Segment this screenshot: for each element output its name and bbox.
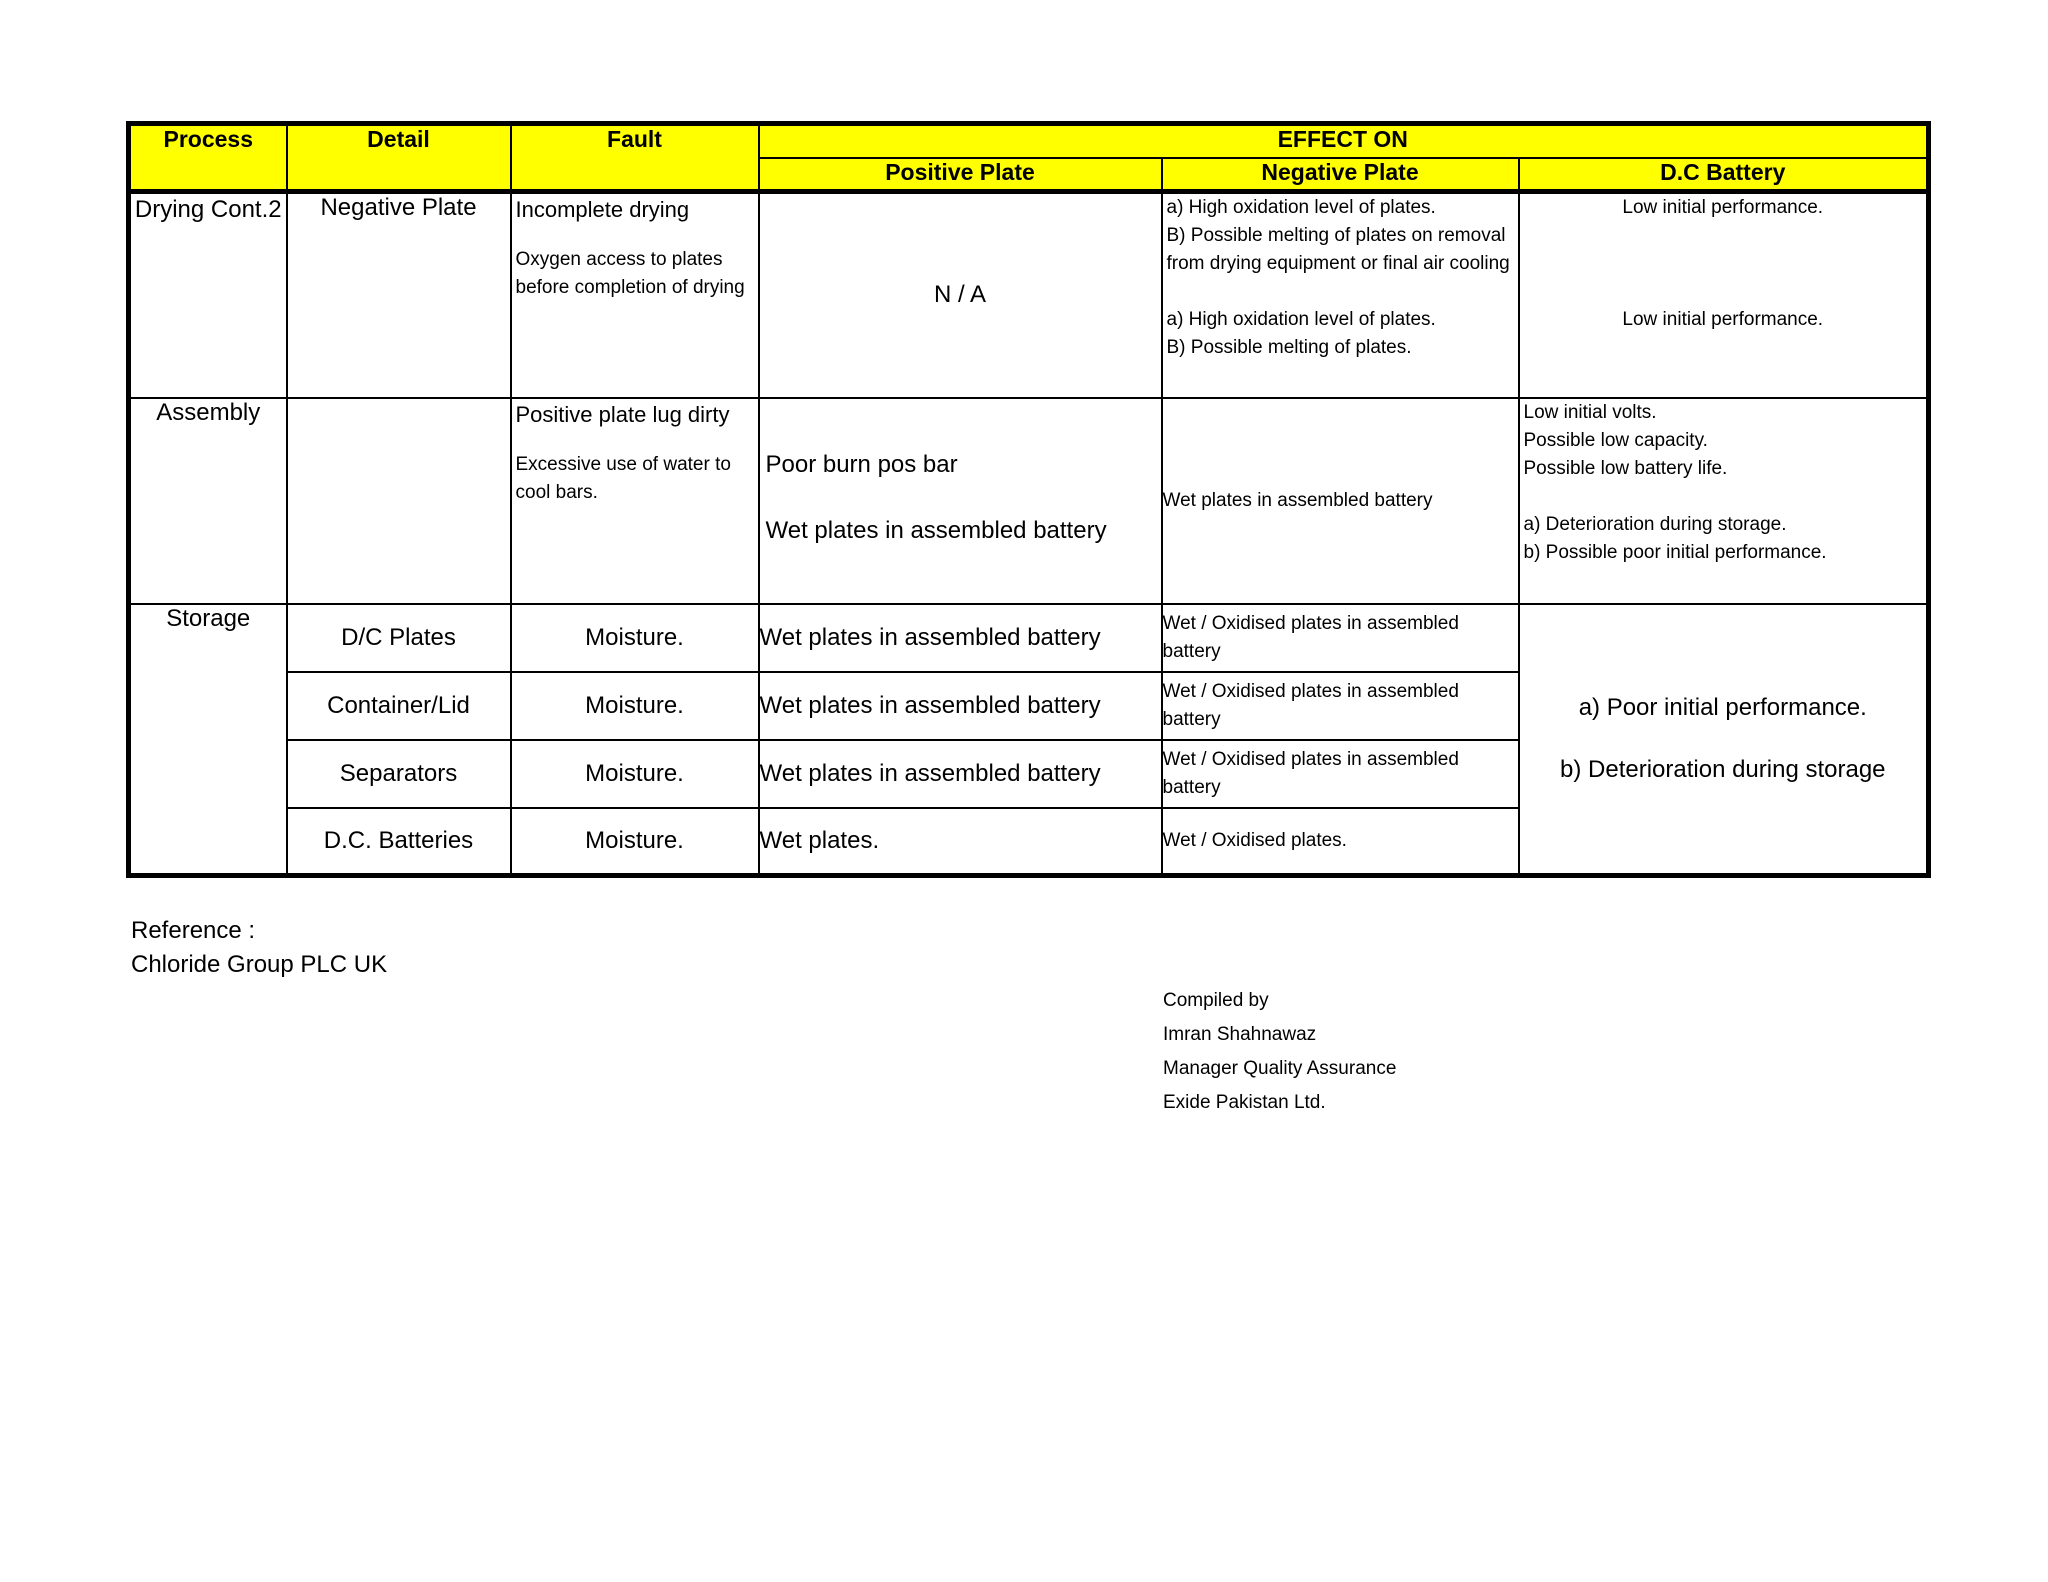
positive-storage-1: Wet plates in assembled battery: [759, 604, 1162, 672]
table-row-assembly: [129, 398, 1929, 604]
compiled-by-block: [1163, 984, 1396, 1120]
battery-assembly-line1: Low initial volts.: [1523, 401, 1657, 423]
negative-drying-line2: B) Possible melting of plates on removal from drying equipment or final air cooling: [1166, 225, 1510, 274]
header-effect-on: EFFECT ON: [759, 124, 1929, 158]
positive-drying: N / A: [759, 192, 1162, 398]
battery-assembly-line2: Possible low capacity.: [1523, 429, 1708, 451]
compiler-company: Exide Pakistan Ltd.: [1163, 1092, 1326, 1113]
fault-storage-4: Moisture.: [511, 808, 759, 876]
battery-assembly-line5: b) Possible poor initial performance.: [1523, 541, 1827, 563]
header-detail: Detail: [287, 124, 511, 192]
negative-drying-line3: a) High oxidation level of plates.: [1166, 309, 1436, 330]
header-fault: Fault: [511, 124, 759, 192]
reference-label: Reference :: [131, 917, 256, 944]
positive-storage-3: Wet plates in assembled battery: [759, 740, 1162, 808]
fault-drying: [511, 192, 759, 398]
fault-effect-table: [126, 121, 1931, 878]
table-row-storage-1: [129, 604, 1929, 672]
battery-assembly-line3: Possible low battery life.: [1523, 457, 1728, 479]
detail-separators: Separators: [287, 740, 511, 808]
battery-storage-line1: a) Poor initial performance.: [1578, 693, 1867, 721]
fault-storage-2: Moisture.: [511, 672, 759, 740]
process-assembly: Assembly: [129, 398, 287, 604]
reference-source: Chloride Group PLC UK: [131, 951, 388, 978]
compiler-title: Manager Quality Assurance: [1163, 1058, 1397, 1079]
process-storage: Storage: [129, 604, 287, 876]
battery-assembly: [1519, 398, 1929, 604]
header-positive-plate: Positive Plate: [759, 158, 1162, 192]
compiler-name: Imran Shahnawaz: [1163, 1024, 1317, 1045]
fault-assembly: [511, 398, 759, 604]
negative-storage-1: Wet / Oxidised plates in assembled battery: [1162, 604, 1519, 672]
fault-storage-1: Moisture.: [511, 604, 759, 672]
negative-assembly: Wet plates in assembled battery: [1162, 398, 1519, 604]
battery-drying: [1519, 192, 1929, 398]
header-process: Process: [129, 124, 287, 192]
negative-storage-2: Wet / Oxidised plates in assembled battery: [1162, 672, 1519, 740]
battery-drying-line1: Low initial performance.: [1622, 197, 1824, 218]
positive-assembly-line2: Wet plates in assembled battery: [765, 516, 1107, 544]
fault-assembly-line1: Positive plate lug dirty: [515, 401, 730, 427]
fault-storage-3: Moisture.: [511, 740, 759, 808]
table-header: [129, 124, 1929, 192]
detail-container-lid: Container/Lid: [287, 672, 511, 740]
reference-block: [131, 914, 387, 982]
table-row-drying: [129, 192, 1929, 398]
battery-drying-line2: Low initial performance.: [1622, 309, 1824, 330]
process-drying: Drying Cont.2: [129, 192, 287, 398]
positive-storage-4: Wet plates.: [759, 808, 1162, 876]
negative-drying-line1: a) High oxidation level of plates.: [1166, 197, 1436, 218]
header-negative-plate: Negative Plate: [1162, 158, 1519, 192]
fault-assembly-line2: Excessive use of water to cool bars.: [515, 453, 731, 503]
positive-assembly: [759, 398, 1162, 604]
detail-assembly: [287, 398, 511, 604]
detail-dc-plates: D/C Plates: [287, 604, 511, 672]
negative-drying-line4: B) Possible melting of plates.: [1166, 337, 1412, 358]
negative-storage-3: Wet / Oxidised plates in assembled battery: [1162, 740, 1519, 808]
battery-storage-line2: b) Deterioration during storage: [1560, 755, 1886, 783]
battery-storage: [1519, 604, 1929, 876]
fault-drying-line1: Incomplete drying: [515, 197, 690, 222]
negative-drying: [1162, 192, 1519, 398]
detail-dc-batteries: D.C. Batteries: [287, 808, 511, 876]
detail-negative-plate: Negative Plate: [287, 192, 511, 398]
header-dc-battery: D.C Battery: [1519, 158, 1929, 192]
fault-drying-line2: Oxygen access to plates before completion of drying: [515, 249, 745, 298]
negative-storage-4: Wet / Oxidised plates.: [1162, 808, 1519, 876]
positive-assembly-line1: Poor burn pos bar: [765, 450, 958, 478]
positive-storage-2: Wet plates in assembled battery: [759, 672, 1162, 740]
battery-assembly-line4: a) Deterioration during storage.: [1523, 513, 1787, 535]
compiled-label: Compiled by: [1163, 990, 1269, 1011]
